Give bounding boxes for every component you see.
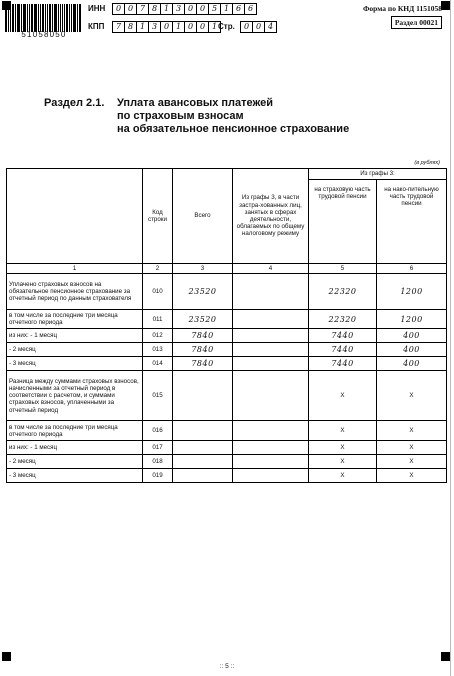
barcode-bar [49, 4, 51, 32]
row-label: Уплачено страховых взносов на обязательное пенсионное страхование за отчетный период по данным страхователя [7, 274, 143, 310]
kpp-digit-cell: 3 [148, 21, 161, 33]
row-col6: X [377, 421, 447, 441]
table-row [7, 441, 447, 455]
inn-digit-cell: 8 [148, 3, 161, 15]
row-col4 [233, 455, 309, 469]
row-code: 016 [143, 421, 173, 441]
row-total [173, 371, 233, 421]
row-code: 015 [143, 371, 173, 421]
header-col5: на страховую часть трудовой пенсии [309, 180, 377, 264]
row-col6: X [377, 469, 447, 483]
inn-digit-cell: 0 [112, 3, 125, 15]
row-label: - 3 месяц [7, 469, 143, 483]
barcode-bar [58, 4, 59, 32]
row-col5: 7440 [309, 329, 377, 343]
table-row [7, 371, 447, 421]
row-label: - 2 месяц [7, 455, 143, 469]
barcode-number: 51058050 [21, 30, 67, 39]
table-row [7, 455, 447, 469]
title-line-3: на обязательное пенсионное страхование [117, 123, 350, 135]
payments-table [6, 168, 447, 483]
row-col4 [233, 329, 309, 343]
inn-digit-cell: 1 [160, 3, 173, 15]
column-number: 5 [309, 264, 377, 274]
table-row [7, 329, 447, 343]
column-number: 2 [143, 264, 173, 274]
table-row [7, 469, 447, 483]
header-group: Из графы 3: [309, 169, 447, 180]
page-number: :: 5 :: [219, 663, 235, 670]
header-col6: на нако-пительную часть трудовой пенсии [377, 180, 447, 264]
row-col5: X [309, 441, 377, 455]
row-col4 [233, 441, 309, 455]
row-col5: 7440 [309, 357, 377, 371]
kpp-digit-cell: 0 [184, 21, 197, 33]
barcode-bar [45, 4, 46, 32]
row-total [173, 421, 233, 441]
row-col4 [233, 357, 309, 371]
barcode-bar [42, 4, 44, 32]
kpp-digit-cell: 1 [172, 21, 185, 33]
header-total: Всего [173, 169, 233, 264]
row-label: - 2 месяц [7, 343, 143, 357]
column-number: 4 [233, 264, 309, 274]
kpp-digit-cell: 8 [124, 21, 137, 33]
header-row [7, 169, 447, 180]
table-row [7, 274, 447, 310]
row-code: 012 [143, 329, 173, 343]
row-col6: X [377, 441, 447, 455]
row-col5: X [309, 469, 377, 483]
inn-digit-cell: 7 [136, 3, 149, 15]
inn-digit-cell: 6 [244, 3, 257, 15]
barcode-bar [29, 4, 30, 32]
corner-marker-bottom-right [441, 652, 450, 661]
header-label-cell [7, 169, 143, 264]
table-row [7, 421, 447, 441]
table-row [7, 310, 447, 329]
title-line-1: Уплата авансовых платежей [117, 97, 274, 109]
row-col5: X [309, 371, 377, 421]
row-col6: 400 [377, 329, 447, 343]
barcode-bar [52, 4, 53, 32]
inn-digit-cell: 5 [208, 3, 221, 15]
page-digit-cell: 4 [264, 21, 277, 33]
row-total: 7840 [173, 343, 233, 357]
row-code: 017 [143, 441, 173, 455]
barcode-bar [66, 4, 68, 32]
row-col4 [233, 310, 309, 329]
row-col6: X [377, 371, 447, 421]
kpp-digit-cell: 1 [136, 21, 149, 33]
row-code: 010 [143, 274, 173, 310]
kpp-digit-cell: 7 [112, 21, 125, 33]
inn-digit-cell: 6 [232, 3, 245, 15]
barcode-bar [40, 4, 41, 32]
row-col4 [233, 274, 309, 310]
barcode-bar [27, 4, 28, 32]
barcode-bar [10, 4, 11, 32]
barcode-bar [8, 4, 9, 32]
column-number: 1 [7, 264, 143, 274]
barcode [5, 4, 81, 32]
row-col4 [233, 371, 309, 421]
row-code: 013 [143, 343, 173, 357]
row-label: в том числе за последние три месяца отчетного периода [7, 310, 143, 329]
barcode-bar [15, 4, 16, 32]
row-col6: 400 [377, 357, 447, 371]
page-digit-cell: 0 [240, 21, 253, 33]
barcode-bar [12, 4, 14, 32]
barcode-bar [60, 4, 62, 32]
row-col4 [233, 469, 309, 483]
row-label: Разница между суммами страховых взносов, начисленными за отчетный период в соответствии с расчетом, и суммами страховых взносов, уплаченными за отчетный период [7, 371, 143, 421]
kpp-digit-cell: 0 [196, 21, 209, 33]
kpp-cells [112, 21, 220, 33]
barcode-bar [64, 4, 65, 32]
title-line-2: по страховым взносам [117, 110, 244, 122]
column-number: 6 [377, 264, 447, 274]
row-label: из них: - 1 месяц [7, 441, 143, 455]
row-code: 019 [143, 469, 173, 483]
barcode-bar [71, 4, 72, 32]
row-col6: 1200 [377, 310, 447, 329]
row-total: 7840 [173, 357, 233, 371]
page-digit-cell: 0 [252, 21, 265, 33]
inn-digit-cell: 1 [220, 3, 233, 15]
row-code: 014 [143, 357, 173, 371]
inn-digit-cell: 0 [196, 3, 209, 15]
row-col4 [233, 343, 309, 357]
barcode-bar [73, 4, 76, 32]
barcode-bar [24, 4, 26, 32]
row-code: 018 [143, 455, 173, 469]
inn-label: ИНН [88, 4, 106, 13]
barcode-bar [23, 4, 24, 32]
barcode-bar [38, 4, 39, 32]
section-code: Раздел 00021 [391, 16, 442, 29]
right-edge-line [450, 0, 451, 676]
section-number: Раздел 2.1. [44, 97, 105, 109]
row-col6: X [377, 455, 447, 469]
inn-cells [112, 3, 256, 15]
row-col5: X [309, 455, 377, 469]
row-label: из них: - 1 месяц [7, 329, 143, 343]
header-code: Код строки [143, 169, 173, 264]
row-total [173, 455, 233, 469]
header-col4: Из графы 3, в части застра-хованных лиц, занятых в сферах деятельности, облагаемых по общему налоговому режиму [233, 169, 309, 264]
barcode-bar [79, 4, 81, 32]
barcode-bar [34, 4, 37, 32]
row-code: 011 [143, 310, 173, 329]
row-col5: 22320 [309, 310, 377, 329]
row-col6: 400 [377, 343, 447, 357]
row-total: 23520 [173, 274, 233, 310]
inn-digit-cell: 0 [124, 3, 137, 15]
barcode-bar [47, 4, 48, 32]
row-col5: X [309, 421, 377, 441]
barcode-bar [5, 4, 7, 32]
column-number: 3 [173, 264, 233, 274]
barcode-bar [17, 4, 20, 32]
form-code: Форма по КНД 1151058 [362, 4, 442, 13]
units-note: (в рублях) [414, 160, 440, 166]
kpp-label: КПП [88, 22, 105, 31]
column-number-row [7, 264, 447, 274]
row-col5: 22320 [309, 274, 377, 310]
barcode-bar [31, 4, 33, 32]
row-total [173, 469, 233, 483]
barcode-bar [54, 4, 57, 32]
row-col5: 7440 [309, 343, 377, 357]
table-row [7, 343, 447, 357]
kpp-digit-cell: 1 [208, 21, 221, 33]
page-label: Стр. [218, 22, 235, 31]
barcode-bar [21, 4, 22, 32]
row-label: - 3 месяц [7, 357, 143, 371]
row-label: в том числе за последние три месяца отчетного периода [7, 421, 143, 441]
row-total [173, 441, 233, 455]
row-total: 7840 [173, 329, 233, 343]
row-col4 [233, 421, 309, 441]
corner-marker-top-right [441, 1, 450, 10]
corner-marker-bottom-left [2, 652, 11, 661]
row-total: 23520 [173, 310, 233, 329]
inn-digit-cell: 3 [172, 3, 185, 15]
inn-digit-cell: 0 [184, 3, 197, 15]
barcode-bar [77, 4, 78, 32]
barcode-bar [69, 4, 70, 32]
page-cells [240, 21, 276, 33]
barcode-bar [62, 4, 63, 32]
kpp-digit-cell: 0 [160, 21, 173, 33]
table-row [7, 357, 447, 371]
section-title-text [117, 97, 349, 136]
row-col6: 1200 [377, 274, 447, 310]
